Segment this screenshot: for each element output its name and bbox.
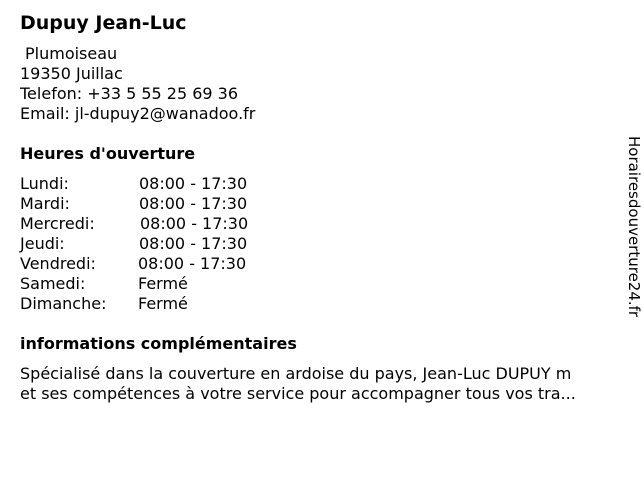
time-value: Fermé [138,294,188,313]
day-label: Jeudi: [20,234,65,253]
time-value: 08:00 - 17:30 [139,174,248,193]
address-street: Plumoiseau [25,44,118,63]
day-label: Samedi: [20,274,86,293]
day-label: Lundi: [20,174,69,193]
time-value: Fermé [138,274,188,293]
day-label: Vendredi: [20,254,96,273]
day-label: Dimanche: [20,294,107,313]
time-value: 08:00 - 17:30 [139,194,248,213]
description-line-1: Spécialisé dans la couverture en ardoise du pays, Jean-Luc DUPUY m [20,364,572,383]
opening-hours-heading: Heures d'ouverture [20,144,196,163]
day-label: Mercredi: [20,214,95,233]
additional-info-heading: informations complémentaires [20,334,297,353]
day-label: Mardi: [20,194,70,213]
description-text [20,364,620,404]
email-line: Email: jl-dupuy2@wanadoo.fr [20,104,256,123]
time-value: 08:00 - 17:30 [138,254,247,273]
phone-line: Telefon: +33 5 55 25 69 36 [20,84,239,103]
site-watermark: Horairesdouverture24.fr [625,136,643,318]
time-value: 08:00 - 17:30 [139,234,248,253]
time-value: 08:00 - 17:30 [140,214,249,233]
business-name: Dupuy Jean-Luc [20,12,187,34]
description-line-2: et ses compétences à votre service pour accompagner tous vos tra... [20,384,576,403]
contact-block [20,44,255,124]
address-city: 19350 Juillac [20,64,123,83]
